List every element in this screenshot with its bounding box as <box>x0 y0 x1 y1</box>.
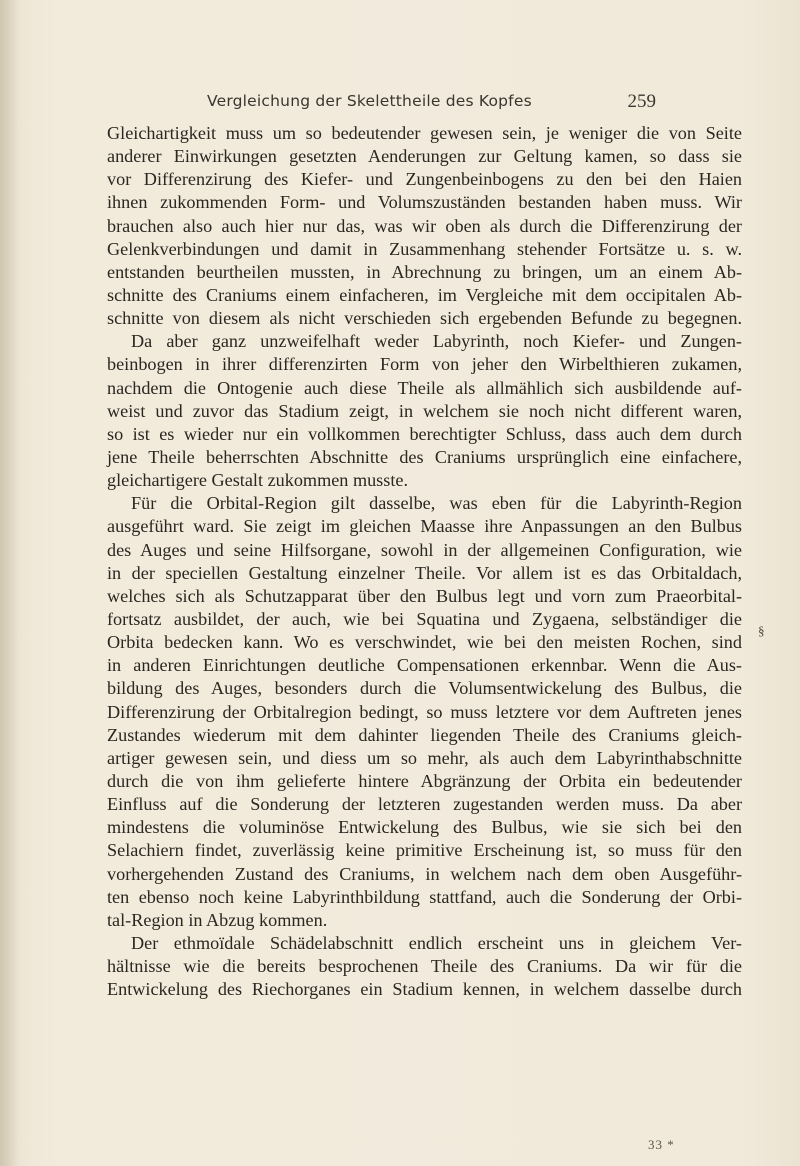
text-line: in der speciellen Gestaltung einzelner Theile. Vor allem ist es das Orbitaldach, <box>107 562 742 583</box>
text-line: Gelenkverbindungen und damit in Zusammenhang stehender Fortsätze u. s. w. <box>107 238 742 259</box>
text-line: ten ebenso noch keine Labyrinthbildung stattfand, auch die Sonderung der Orbi- <box>107 886 742 907</box>
text-line: welches sich als Schutzapparat über den Bulbus legt und vorn zum Praeorbital- <box>107 585 742 606</box>
text-line: Zustandes wiederum mit dem dahinter liegenden Theile des Craniums gleich- <box>107 724 742 745</box>
text-line: in anderen Einrichtungen deutliche Compensationen erkennbar. Wenn die Aus- <box>107 655 742 676</box>
text-body <box>107 122 742 1001</box>
text-line: anderer Einwirkungen gesetzten Aenderungen zur Geltung kamen, so dass sie <box>107 146 742 167</box>
signature-mark: 33 * <box>648 1137 675 1152</box>
text-line: nachdem die Ontogenie auch diese Theile als allmählich sich ausbildende auf- <box>107 377 742 398</box>
text-line: Orbita bedecken kann. Wo es verschwindet, wie bei den meisten Rochen, sind <box>107 632 742 653</box>
text-line: Selachiern findet, zuverlässig keine primitive Erscheinung ist, so muss für den <box>107 840 742 861</box>
margin-mark: § <box>758 623 765 638</box>
text-line: brauchen also auch hier nur das, was wir oben als durch die Differenzirung der <box>107 215 742 236</box>
text-line: weist und zuvor das Stadium zeigt, in welchem sie noch nicht different waren, <box>107 400 742 421</box>
text-line: Für die Orbital-Region gilt dasselbe, was eben für die Labyrinth-Region <box>131 493 742 514</box>
text-line: schnitte des Craniums einem einfacheren, im Vergleiche mit dem occipitalen Ab- <box>107 284 742 305</box>
running-head <box>0 92 800 116</box>
text-line: des Auges und seine Hilfsorgane, sowohl in der allgemeinen Configuration, wie <box>107 539 742 560</box>
running-title: Vergleichung der Skelettheile des Kopfes <box>207 92 532 110</box>
text-line: mindestens die voluminöse Entwickelung des Bulbus, wie sie sich bei den <box>107 817 742 838</box>
text-line: ihnen zukommenden Form- und Volumszuständen bestanden haben muss. Wir <box>107 192 742 213</box>
text-line: beinbogen in ihrer differenzirten Form von jeher den Wirbelthieren zukamen, <box>107 354 742 375</box>
text-line: so ist es wieder nur ein vollkommen berechtigter Schluss, dass auch dem durch <box>107 423 742 444</box>
text-line: bildung des Auges, besonders durch die Volumsentwickelung des Bulbus, die <box>107 678 742 699</box>
text-line: gleichartigere Gestalt zukommen musste. <box>107 470 409 491</box>
text-line: Da aber ganz unzweifelhaft weder Labyrinth, noch Kiefer- und Zungen- <box>131 331 742 352</box>
text-line: Gleichartigkeit muss um so bedeutender gewesen sein, je weniger die von Seite <box>107 123 742 143</box>
text-line: Differenzirung der Orbitalregion bedingt, so muss letztere vor dem Auftreten jenes <box>107 701 742 722</box>
text-line: ausgeführt ward. Sie zeigt im gleichen Maasse ihre Anpassungen an den Bulbus <box>107 516 742 537</box>
text-line: schnitte von diesem als nicht verschieden sich ergebenden Befunde zu begegnen. <box>107 308 742 329</box>
text-line: fortsatz ausbildet, der auch, wie bei Squatina und Zygaena, selbständiger die <box>107 608 742 629</box>
text-line: Entwickelung des Riechorganes ein Stadium kennen, in welchem dasselbe durch <box>107 979 742 1000</box>
text-line: Einfluss auf die Sonderung der letzteren zugestanden werden muss. Da aber <box>107 794 742 815</box>
gutter-shadow <box>0 0 18 1166</box>
text-line: vor Differenzirung des Kiefer- und Zungenbeinbogens zu den bei den Haien <box>107 169 742 190</box>
page-number: 259 <box>627 91 656 112</box>
text-line: jene Theile beherrschten Abschnitte des Craniums ursprünglich eine einfachere, <box>107 446 742 467</box>
text-line: vorhergehenden Zustand des Craniums, in welchem nach dem oben Ausgeführ- <box>107 863 742 884</box>
text-line: durch die von ihm gelieferte hintere Abgränzung der Orbita ein bedeutender <box>107 770 742 791</box>
text-line: tal-Region in Abzug kommen. <box>107 909 328 930</box>
text-line: entstanden beurtheilen mussten, in Abrechnung zu bringen, um an einem Ab- <box>107 261 742 282</box>
text-line: Der ethmoïdale Schädelabschnitt endlich erscheint uns in gleichem Ver- <box>131 932 742 953</box>
text-line: hältnisse wie die bereits besprochenen Theile des Craniums. Da wir für die <box>107 956 742 977</box>
text-line: artiger gewesen sein, und diess um so mehr, als auch dem Labyrinthabschnitte <box>107 747 742 768</box>
